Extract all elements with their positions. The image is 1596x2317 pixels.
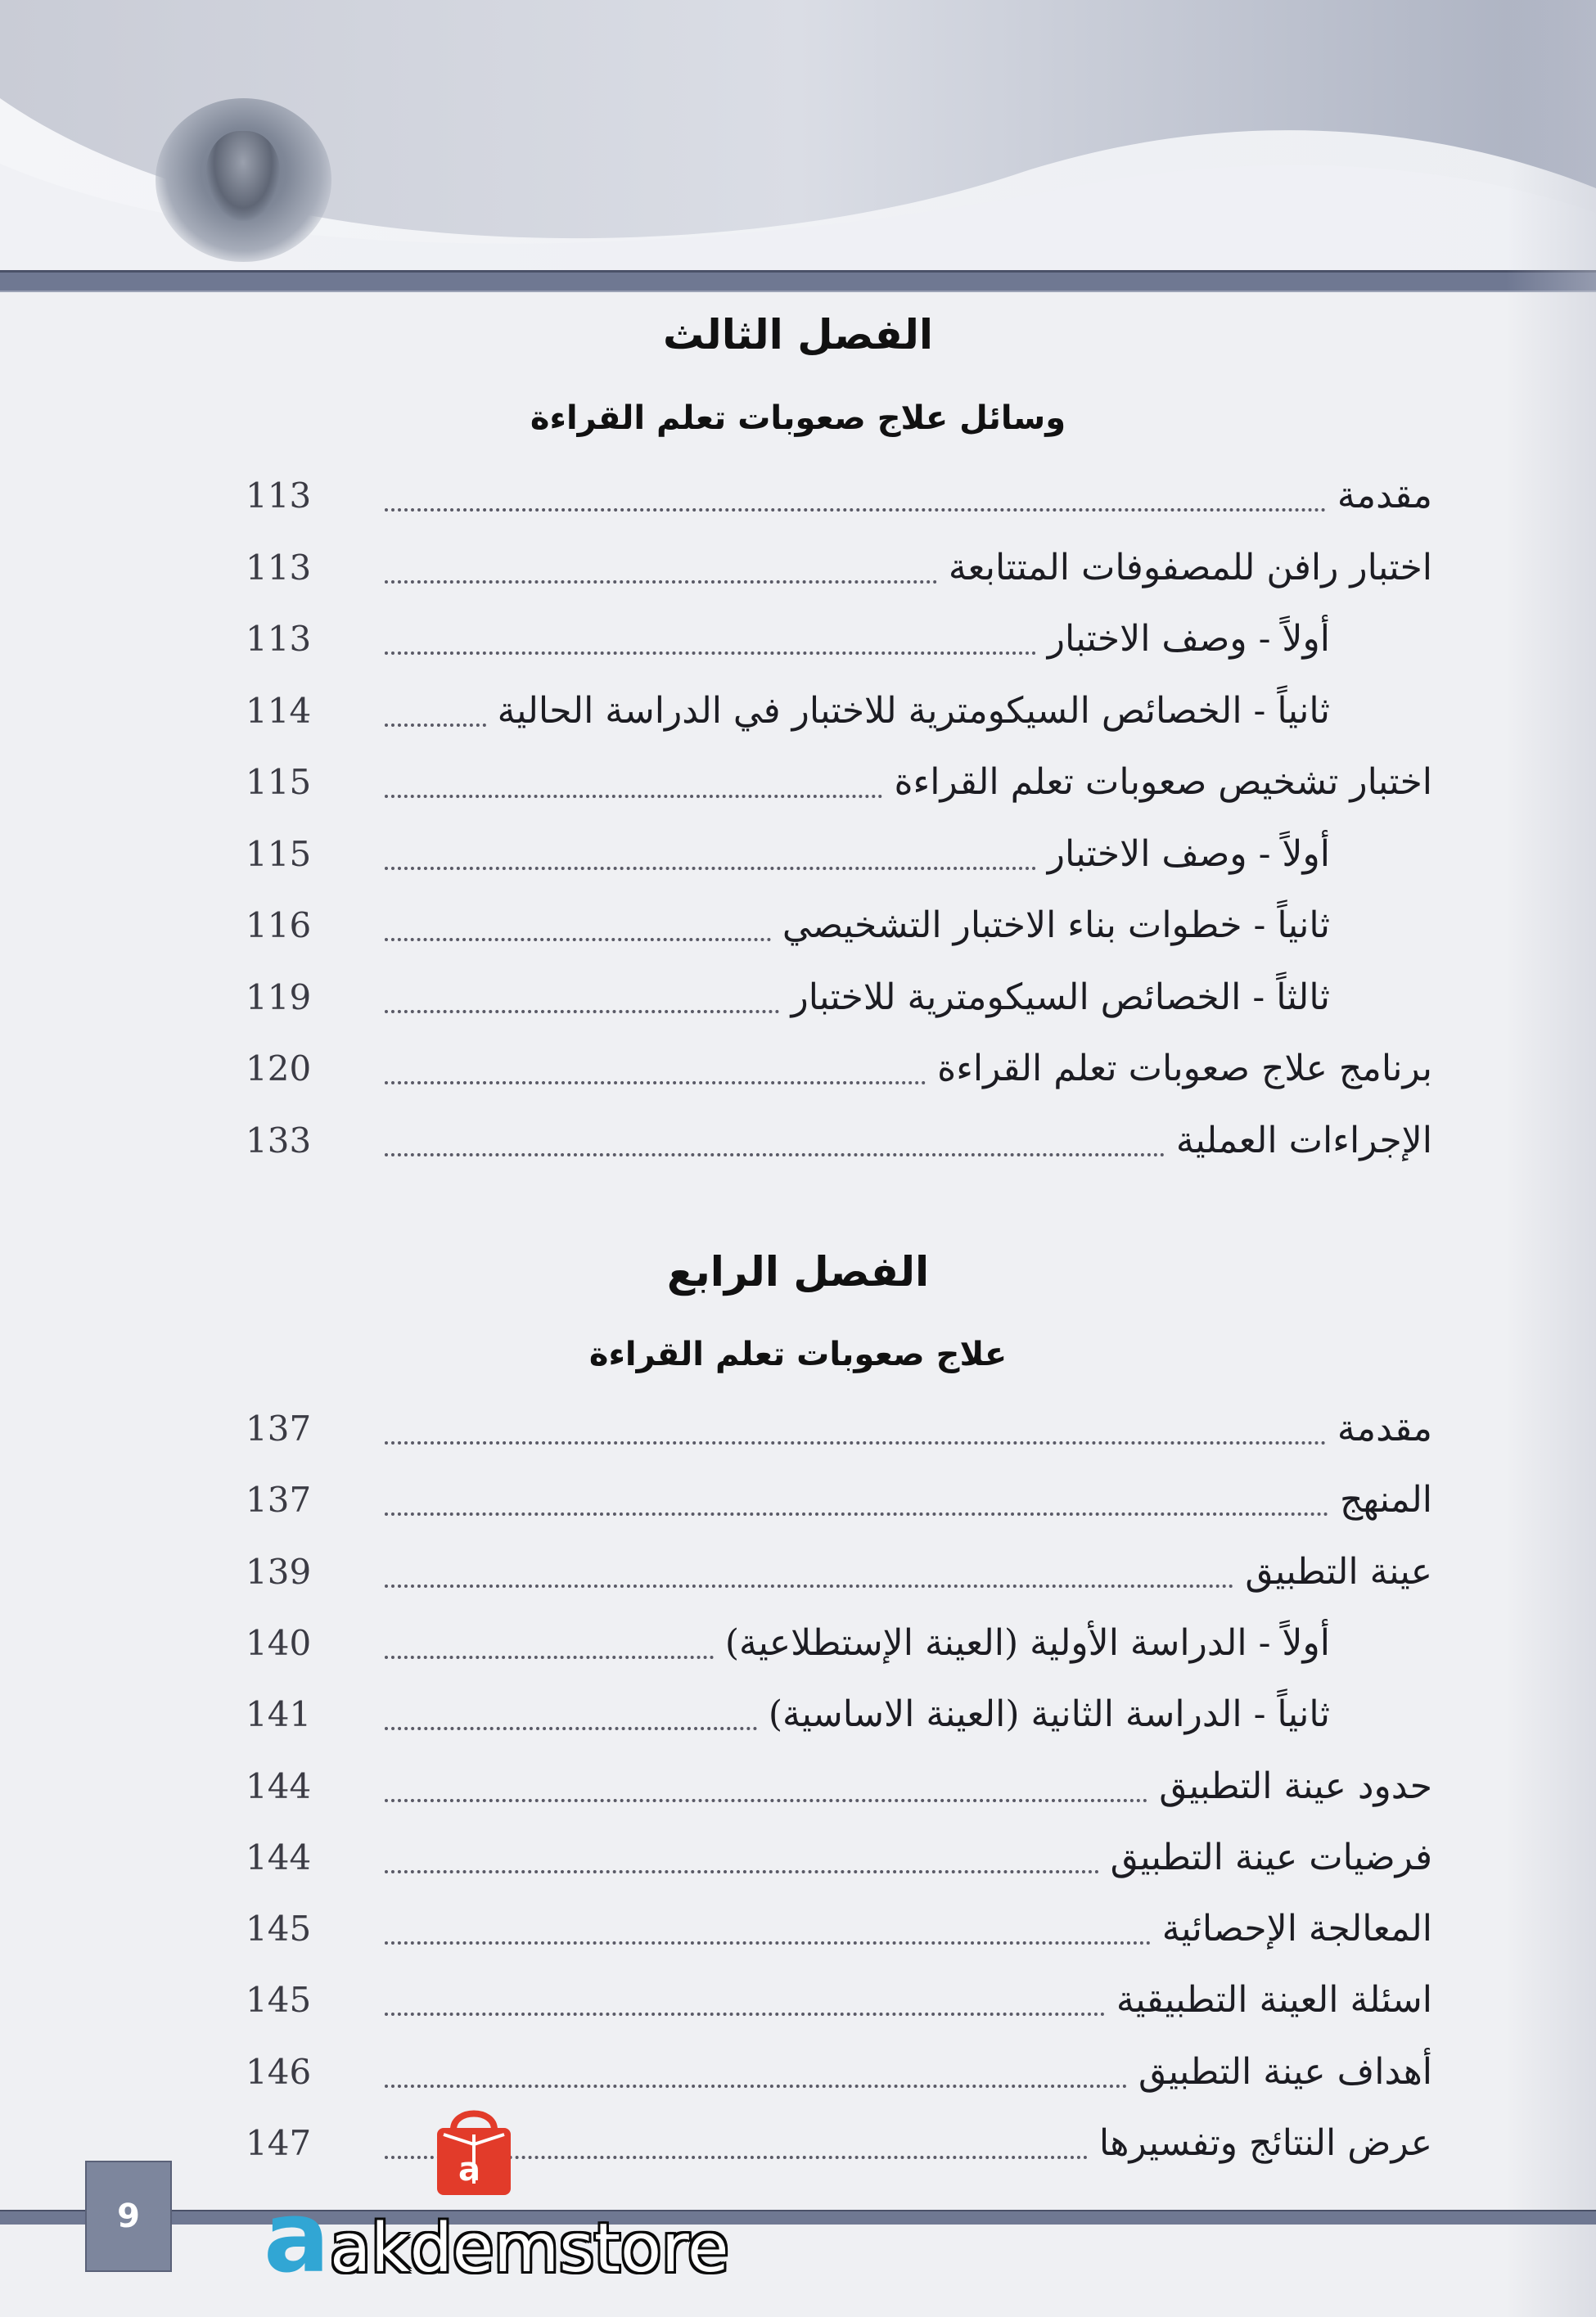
toc-dot-leader	[385, 719, 486, 727]
toc-page-number: 113	[246, 476, 312, 516]
toc-page-number: 114	[246, 690, 312, 731]
toc-page-number: 137	[246, 1480, 312, 1521]
toc-entry	[385, 896, 1330, 955]
toc-entry	[385, 1900, 1432, 1959]
toc-entry	[385, 1400, 1432, 1458]
toc-dot-leader	[385, 2080, 1127, 2088]
toc-entry-text: مقدمة	[1337, 1408, 1432, 1449]
toc-entry	[385, 1471, 1432, 1530]
toc-dot-leader	[385, 503, 1326, 512]
svg-text:a: a	[458, 2151, 480, 2189]
header-decoration	[0, 0, 1596, 286]
toc-entry-text: ثانياً - خطوات بناء الاختبار التشخيصي	[782, 904, 1330, 946]
toc-page-number: 133	[246, 1120, 312, 1161]
toc-dot-leader	[385, 1794, 1147, 1802]
toc-entry-text: ثانياً - الدراسة الثانية (العينة الاساسية)	[768, 1693, 1330, 1736]
toc-entry-text: أولاً - وصف الاختبار	[1047, 618, 1330, 660]
toc-row	[0, 968, 1596, 1027]
toc-dot-leader	[385, 1508, 1328, 1516]
toc-row	[0, 1828, 1596, 1887]
toc-page-number: 141	[246, 1694, 312, 1735]
toc-page-number: 144	[246, 1837, 312, 1877]
toc-entry-text: أولاً - الدراسة الأولية (العينة الإستطلاعية)	[724, 1621, 1330, 1664]
toc-dot-leader	[385, 862, 1036, 870]
toc-row	[0, 1757, 1596, 1816]
toc-entry	[385, 1111, 1432, 1170]
toc-row	[0, 1614, 1596, 1673]
toc-page-number: 120	[246, 1048, 312, 1089]
toc-dot-leader	[385, 1436, 1326, 1445]
toc-page-number: 139	[246, 1551, 312, 1592]
toc-page-number: 147	[246, 2123, 312, 2163]
toc-row	[0, 610, 1596, 669]
toc-row	[0, 753, 1596, 812]
toc-entry	[385, 2043, 1432, 2102]
toc-dot-leader	[385, 1005, 779, 1013]
toc-entry-text: أهداف عينة التطبيق	[1138, 2050, 1432, 2093]
toc-entry-text: ثانياً - الخصائص السيكومترية للاختبار في الدراسة الحالية	[497, 689, 1330, 732]
toc-dot-leader	[385, 1651, 714, 1659]
toc-row	[0, 825, 1596, 884]
toc-entry-text: مقدمة	[1337, 475, 1432, 516]
toc-entry	[385, 2114, 1432, 2173]
chapter-3-title: الفصل الثالث	[662, 311, 933, 358]
toc-row	[0, 1900, 1596, 1959]
toc-entry	[385, 1971, 1432, 2030]
toc-entry-text: المنهج	[1339, 1479, 1432, 1521]
toc-row	[0, 1543, 1596, 1602]
toc-row	[0, 1685, 1596, 1744]
header-child-photo	[156, 98, 331, 262]
toc-row	[0, 2043, 1596, 2102]
toc-page-number: 145	[246, 1909, 312, 1950]
toc-row	[0, 1471, 1596, 1530]
footer-rule	[0, 2210, 1596, 2225]
toc-page-number: 137	[246, 1409, 312, 1449]
toc-entry-text: ثالثاً - الخصائص السيكومترية للاختبار	[791, 976, 1330, 1018]
toc-entry-text: أولاً - وصف الاختبار	[1047, 832, 1330, 875]
toc-row	[0, 1971, 1596, 2030]
toc-entry	[385, 539, 1432, 597]
toc-dot-leader	[385, 1076, 926, 1084]
toc-page-number: 113	[246, 547, 312, 588]
toc-entry-text: فرضيات عينة التطبيق	[1110, 1836, 1432, 1878]
toc-dot-leader	[385, 1722, 757, 1730]
toc-dot-leader	[385, 790, 882, 798]
toc-dot-leader	[385, 1148, 1165, 1156]
toc-dot-leader	[385, 647, 1036, 655]
toc-page-number: 115	[246, 833, 312, 874]
toc-entry	[385, 753, 1432, 812]
chapter-4-title: الفصل الرابع	[666, 1248, 930, 1296]
toc-entry	[385, 1757, 1432, 1816]
chapter-4-subtitle: علاج صعوبات تعلم القراءة	[588, 1336, 1008, 1373]
store-watermark-text: akdemstore	[329, 2210, 729, 2288]
toc-page-number: 115	[246, 762, 312, 802]
toc-entry-text: عينة التطبيق	[1245, 1550, 1432, 1593]
toc-entry	[385, 825, 1330, 884]
toc-dot-leader	[385, 1936, 1151, 1945]
toc-entry	[385, 467, 1432, 525]
toc-dot-leader	[385, 575, 937, 584]
toc-entry	[385, 1543, 1432, 1602]
toc-entry-text: اختبار رافن للمصفوفات المتتابعة	[948, 546, 1432, 588]
toc-dot-leader	[385, 1580, 1233, 1588]
toc-entry-text: برنامج علاج صعوبات تعلم القراءة	[937, 1048, 1432, 1089]
toc-row	[0, 1039, 1596, 1098]
toc-page-number: 113	[246, 619, 312, 659]
toc-page-number: 146	[246, 2051, 312, 2092]
toc-row	[0, 467, 1596, 525]
toc-row	[0, 896, 1596, 955]
toc-row	[0, 539, 1596, 597]
toc-entry-text: عرض النتائج وتفسيرها	[1098, 2122, 1432, 2164]
toc-entry-text: اختبار تشخيص صعوبات تعلم القراءة	[894, 761, 1432, 803]
toc-entry-text: حدود عينة التطبيق	[1159, 1765, 1432, 1807]
toc-page-number: 119	[246, 976, 312, 1017]
store-watermark: aakdemstore	[264, 2181, 729, 2295]
toc-row	[0, 682, 1596, 741]
page-number: 9	[117, 2198, 140, 2235]
header-rule	[0, 270, 1596, 292]
shopping-bag-icon	[429, 2102, 519, 2200]
toc-dot-leader	[385, 933, 771, 941]
toc-row	[0, 2114, 1596, 2173]
toc-page-number: 145	[246, 1980, 312, 2021]
toc-entry-text: المعالجة الإحصائية	[1161, 1908, 1432, 1950]
toc-entry	[385, 1828, 1432, 1887]
toc-page-number: 116	[246, 905, 312, 945]
toc-row	[0, 1400, 1596, 1458]
toc-page-number: 144	[246, 1765, 312, 1806]
toc-entry	[385, 1685, 1330, 1744]
toc-entry-text: الإجراءات العملية	[1175, 1119, 1432, 1161]
toc-entry	[385, 682, 1330, 741]
toc-dot-leader	[385, 2008, 1105, 2016]
toc-dot-leader	[385, 1865, 1099, 1873]
toc-page-number: 140	[246, 1622, 312, 1663]
toc-entry	[385, 610, 1330, 669]
toc-row	[0, 1111, 1596, 1170]
page-number-box	[85, 2161, 172, 2272]
chapter-3-subtitle: وسائل علاج صعوبات تعلم القراءة	[530, 399, 1066, 437]
toc-entry-text: اسئلة العينة التطبيقية	[1116, 1979, 1432, 2022]
toc-entry	[385, 968, 1330, 1027]
toc-entry	[385, 1039, 1432, 1098]
toc-entry	[385, 1614, 1330, 1673]
